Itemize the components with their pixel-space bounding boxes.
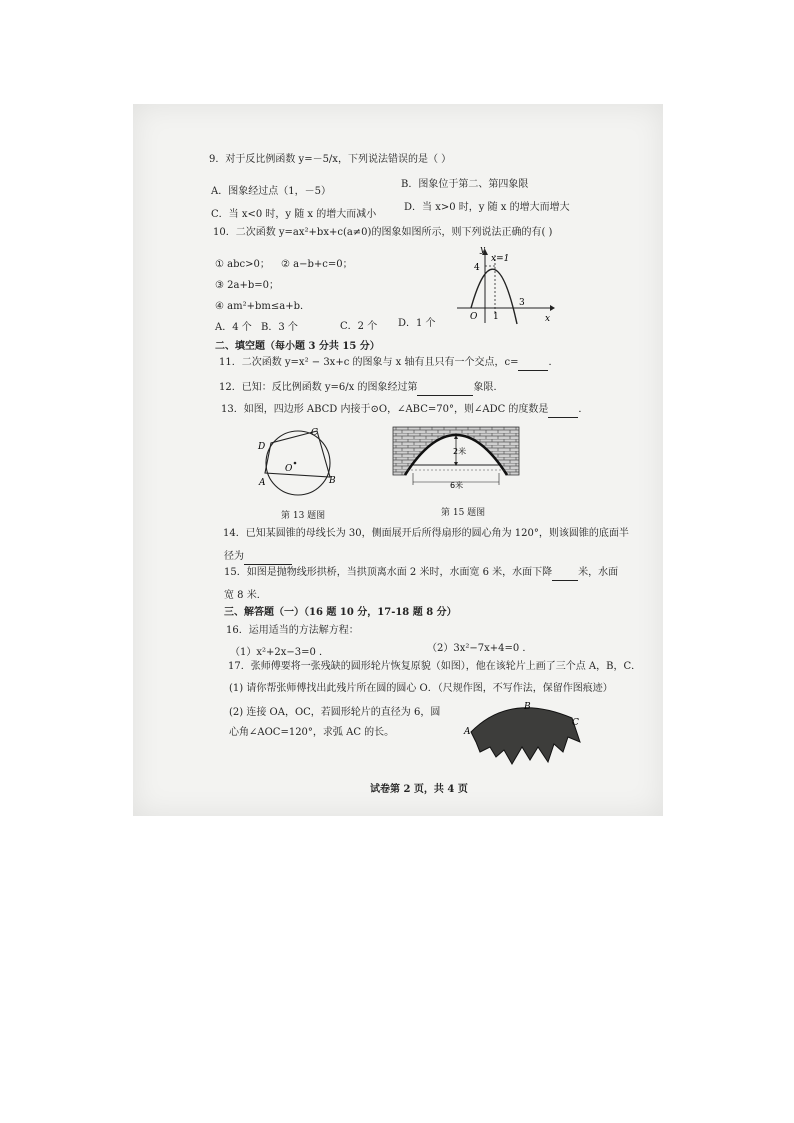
q17-part-2-line-2: 心角∠AOC=120°，求弧 AC 的长。 [229,727,395,738]
q15-answer-blank[interactable] [552,566,578,581]
q10-graph-three-label: 3 [519,298,525,308]
figure-13-inscribed-quadrilateral [255,425,345,495]
q10-graph-origin-label: O [470,312,478,322]
q9-option-b: B．图象位于第二、第四象限 [401,179,529,190]
q17-stem: 17．张师傅要将一张残缺的圆形轮片恢复原貌（如图），他在该轮片上画了三个点 A，B，C． [228,661,642,672]
q10-statement-4: ④ am²+bm≤a+b． [215,301,310,312]
q10-graph-one-label: 1 [493,312,499,322]
q10-statement-1: ① abc>0； [215,259,270,270]
q10-statement-2: ② a−b+c=0； [281,259,353,270]
fig13-label-c: C [311,428,318,438]
q13-answer-blank[interactable] [548,403,578,418]
q10-option-d: D．1 个 [398,318,436,329]
q15-line-1: 15．如图是抛物线形拱桥，当拱顶离水面 2 米时，水面宽 6 米，水面下降 米，水面 [224,566,618,581]
q14-answer-blank[interactable] [244,550,292,565]
q12: 12．已知：反比例函数 y=6/x 的图象经过第 象限． [219,381,503,396]
q10-parabola-graph [455,245,555,325]
q9-option-a: A．图象经过点（1，－5） [211,186,331,197]
q10-graph-vertex-label: 4 [474,263,480,273]
q9-option-c: C．当 x<0 时，y 随 x 的增大而减小 [211,209,377,220]
q17-broken-wheel-figure [462,700,582,770]
q11-answer-blank[interactable] [518,356,548,371]
q11: 11．二次函数 y=x² − 3x+c 的图象与 x 轴有且只有一个交点，c= ． [219,356,558,371]
q16-part-1: （1）x²+2x−3=0 ． [230,647,330,658]
q10-graph-x-label: x [545,314,551,324]
q16-stem: 16．运用适当的方法解方程： [226,625,359,636]
q17-part-2-line-1: (2) 连接 OA，OC，若圆形轮片的直径为 6，圆 [229,707,441,718]
fig15-height-label: 2米 [453,447,467,456]
fig13-label-b: B [329,476,336,486]
q17-fig-label-c: C [572,718,579,728]
q14-line-1: 14．已知某圆锥的母线长为 30，侧面展开后所得扇形的圆心角为 120°，则该圆锥的底面半 [223,528,629,539]
q10-option-b: B．3 个 [261,322,298,333]
fig13-label-o: O [285,464,293,474]
q10-statement-3: ③ 2a+b=0； [215,280,279,291]
q15-line-2: 宽 8 米． [224,590,267,601]
q16-part-2: （2）3x²−7x+4=0 ． [427,643,533,654]
figure-15-caption: 第 15 题图 [441,508,486,518]
q10-option-a: A．4 个 [215,322,252,333]
q17-part-1: (1) 请你帮张师傅找出此残片所在圆的圆心 O．（尺规作图，不写作法，保留作图痕迹） [229,683,613,694]
figure-13-caption: 第 13 题图 [281,511,326,521]
q17-fig-label-a: A [464,727,471,737]
q14-line-2: 径为 [224,550,292,565]
section-2-title: 二、填空题（每小题 3 分共 15 分） [215,341,380,352]
q17-fig-label-b: B [524,702,531,712]
q9-stem: 9．对于反比例函数 y=－5/x，下列说法错误的是（ ） [209,154,452,165]
fig15-width-label: 6米 [450,481,464,490]
figure-15-arch-bridge [393,427,519,493]
page-footer: 试卷第 2 页，共 4 页 [370,784,468,795]
section-3-title: 三、解答题（一）（16 题 10 分，17-18 题 8 分） [224,607,457,618]
q10-graph-axis-label: x=1 [491,254,510,264]
q10-stem: 10．二次函数 y=ax²+bx+c(a≠0)的图象如图所示，则下列说法正确的有( ) [213,227,553,238]
q10-graph-y-label: y [480,245,486,255]
q10-option-c: C．2 个 [340,321,378,332]
q9-option-d: D．当 x>0 时，y 随 x 的增大而增大 [404,202,570,213]
fig13-label-a: A [259,478,266,488]
fig13-label-d: D [258,442,266,452]
q12-answer-blank[interactable] [417,381,473,396]
q13: 13．如图，四边形 ABCD 内接于⊙O，∠ABC=70°，则∠ADC 的度数是 ． [221,403,588,418]
